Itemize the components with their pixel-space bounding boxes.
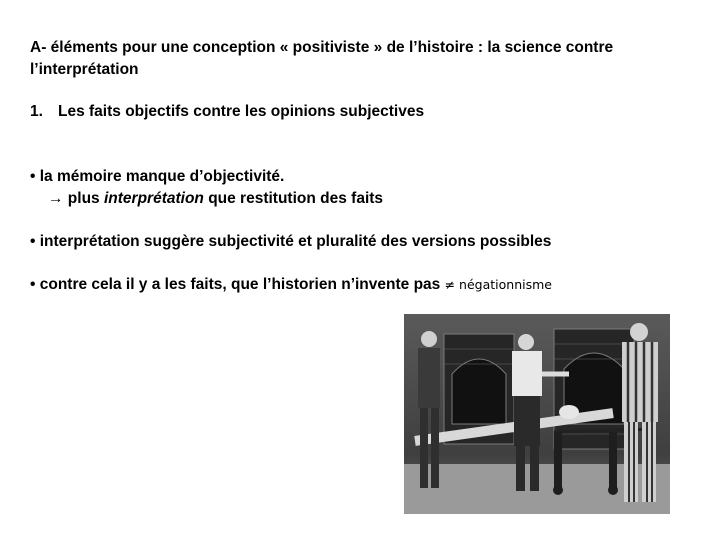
negationnisme-note: ≠ négationnisme: [444, 277, 552, 292]
subheading-text: Les faits objectifs contre les opinions subjectives: [58, 103, 425, 120]
arrow-text: → plus: [48, 190, 104, 207]
section-heading-a-line2: l’interprétation: [30, 61, 139, 78]
section-heading-a-line1: A- éléments pour une conception « positiviste » de l’histoire : la science contre: [30, 39, 614, 56]
italic-word: interprétation: [103, 190, 204, 207]
subheading-1: [30, 102, 424, 122]
historical-photo: [404, 314, 670, 514]
bullet-memoire-subline: [48, 189, 383, 209]
bullet-faits-text: • contre cela il y a les faits, que l’historien n’invente pas: [30, 276, 445, 293]
bullet-interpretation: • interprétation suggère subjectivité et pluralité des versions possibles: [30, 233, 552, 250]
subline-rest: que restitution des faits: [203, 190, 384, 207]
bullet-memoire: • la mémoire manque d’objectivité.: [30, 168, 285, 185]
photo-illustration: [404, 314, 670, 514]
subheading-number: 1.: [30, 103, 43, 120]
bullet-faits: [30, 275, 552, 295]
